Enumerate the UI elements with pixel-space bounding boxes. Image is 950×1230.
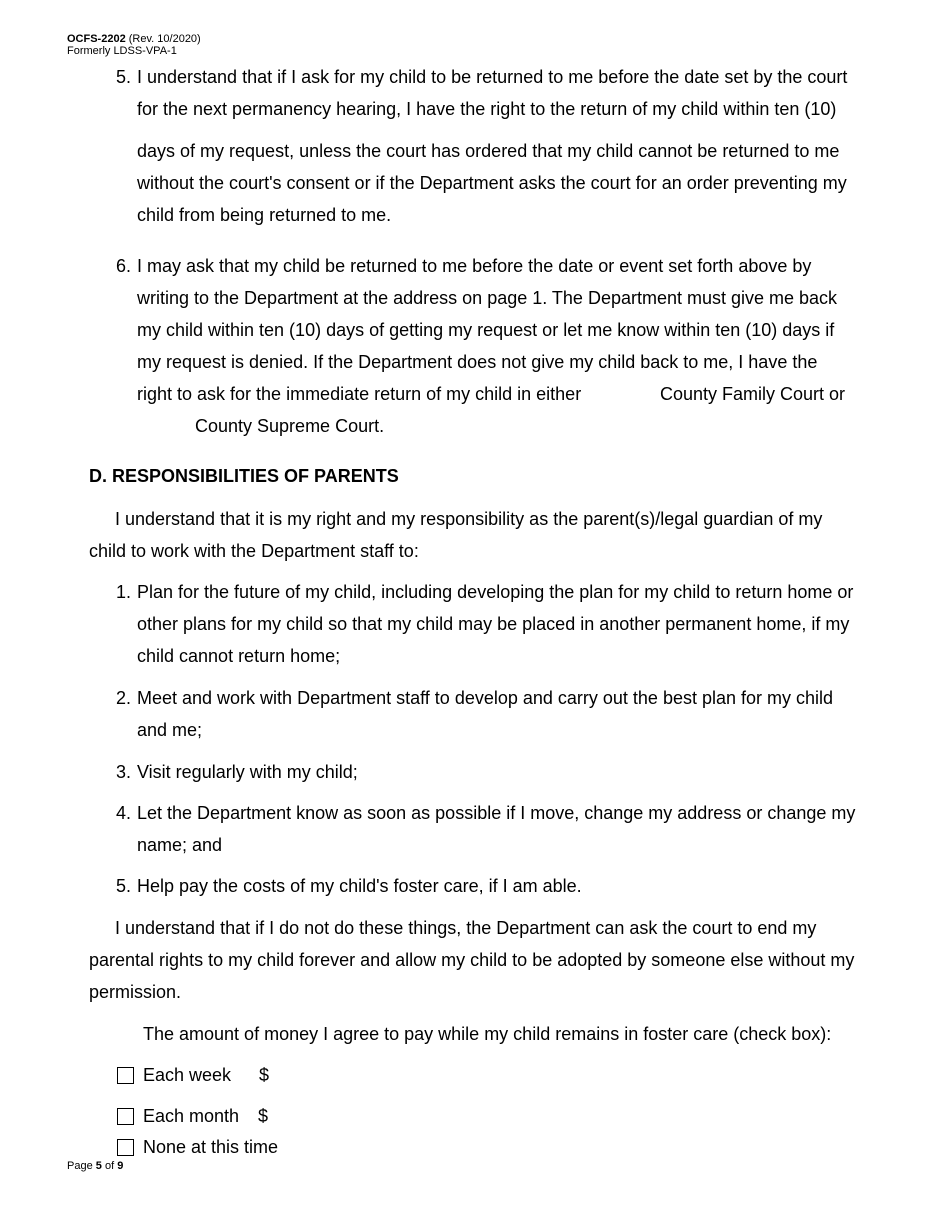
supreme-court-text: County Supreme Court. xyxy=(195,416,385,436)
intro-text-line: child to work with the Department staff to: xyxy=(89,541,419,561)
each-week-checkbox[interactable] xyxy=(117,1067,134,1084)
item-text-line: I understand that if I ask for my child to be returned to me before the date set by the court xyxy=(137,67,848,87)
form-id: OCFS-2202 xyxy=(67,33,126,45)
item-number: 4. xyxy=(116,803,132,823)
footer-total-pages: 9 xyxy=(117,1160,124,1172)
item-number: 3. xyxy=(116,762,132,782)
form-revision: (Rev. 10/2020) xyxy=(128,33,201,45)
form-formerly: Formerly LDSS-VPA-1 xyxy=(67,45,177,57)
item-text-line: I may ask that my child be returned to me before the date or event set forth above by xyxy=(137,256,812,276)
item-text-line: for the next permanency hearing, I have the right to the return of my child within ten (10) xyxy=(137,99,837,119)
warning-text-line: permission. xyxy=(89,982,182,1002)
each-month-checkbox[interactable] xyxy=(117,1108,134,1125)
each-month-label: Each month xyxy=(143,1106,240,1126)
item-number: 2. xyxy=(116,688,132,708)
item-number: 5. xyxy=(116,67,132,87)
each-week-label: Each week xyxy=(143,1065,232,1085)
warning-text-line: parental rights to my child forever and allow my child to be adopted by someone else without my xyxy=(89,950,855,970)
item-number: 5. xyxy=(116,876,132,896)
item-text-line: Visit regularly with my child; xyxy=(137,762,358,782)
item-number: 1. xyxy=(116,582,132,602)
payment-prompt: The amount of money I agree to pay while my child remains in foster care (check box): xyxy=(143,1024,832,1044)
item-text-line: right to ask for the immediate return of my child in either xyxy=(137,384,582,404)
form-header xyxy=(67,33,201,57)
dollar-sign: $ xyxy=(259,1065,270,1085)
item-text-line: and me; xyxy=(137,720,203,740)
item-text-line: Let the Department know as soon as possible if I move, change my address or change my xyxy=(137,803,856,823)
item-text-line: Plan for the future of my child, including developing the plan for my child to return home or xyxy=(137,582,854,602)
warning-text-line: I understand that if I do not do these things, the Department can ask the court to end my xyxy=(115,918,817,938)
item-number: 6. xyxy=(116,256,132,276)
item-text-line: other plans for my child so that my child may be placed in another permanent home, if my xyxy=(137,614,850,634)
footer-current-page: 5 xyxy=(95,1160,102,1172)
none-label: None at this time xyxy=(143,1137,279,1157)
item-text-line: my child within ten (10) days of getting my request or let me know within ten (10) days if xyxy=(137,320,835,340)
item-text-line: child cannot return home; xyxy=(137,646,341,666)
family-court-text: County Family Court or xyxy=(660,384,846,404)
item-text-line: without the court's consent or if the Department asks the court for an order preventing my xyxy=(137,173,847,193)
item-text-line: child from being returned to me. xyxy=(137,205,392,225)
item-text-line: my request is denied. If the Department does not give my child back to me, I have the xyxy=(137,352,818,372)
item-text-line: Help pay the costs of my child's foster care, if I am able. xyxy=(137,876,582,896)
dollar-sign: $ xyxy=(258,1106,269,1126)
item-text-line: name; and xyxy=(137,835,223,855)
item-text-line: days of my request, unless the court has ordered that my child cannot be returned to me xyxy=(137,141,840,161)
intro-text-line: I understand that it is my right and my responsibility as the parent(s)/legal guardian of my xyxy=(115,509,823,529)
footer-prefix: Page xyxy=(67,1160,93,1172)
footer-of: of xyxy=(104,1160,115,1172)
page-footer xyxy=(67,1160,123,1172)
none-checkbox[interactable] xyxy=(117,1139,134,1156)
item-text-line: Meet and work with Department staff to develop and carry out the best plan for my child xyxy=(137,688,834,708)
section-heading: D. RESPONSIBILITIES OF PARENTS xyxy=(89,466,399,486)
item-text-line: writing to the Department at the address on page 1. The Department must give me back xyxy=(137,288,838,308)
